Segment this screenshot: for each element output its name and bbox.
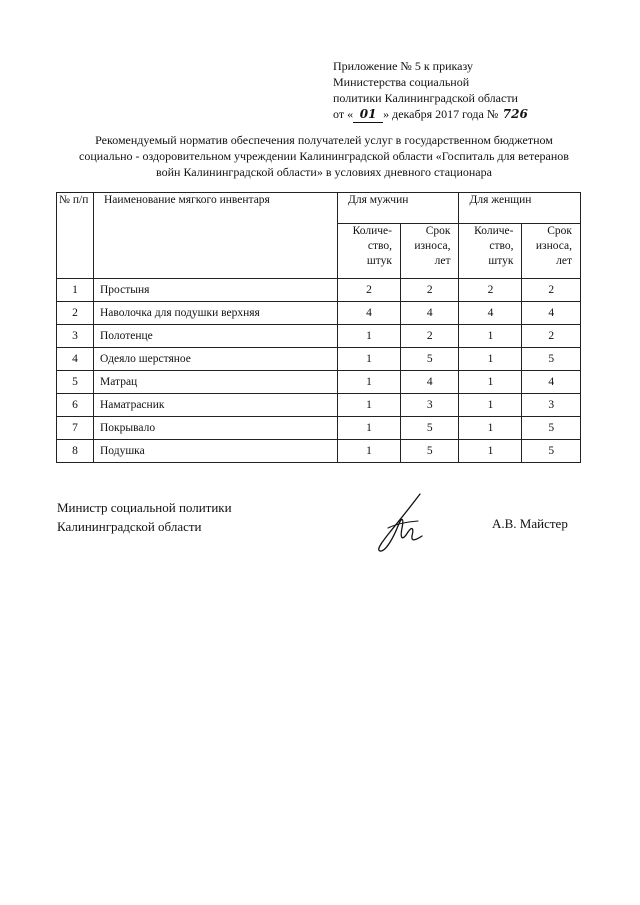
row-number: 6 (57, 394, 94, 417)
men-quantity: 1 (338, 348, 401, 371)
men-term: 5 (400, 440, 459, 463)
women-term: 4 (522, 371, 581, 394)
men-term: 4 (400, 371, 459, 394)
table-row (57, 440, 581, 463)
date-day-handwritten: 01 (353, 106, 383, 123)
annex-line-2: Министерства социальной (333, 75, 470, 89)
item-name: Наматрасник (94, 394, 338, 417)
row-number: 8 (57, 440, 94, 463)
men-term: 2 (400, 325, 459, 348)
date-mid: » декабря 2017 года № (383, 107, 499, 121)
women-term: 5 (522, 440, 581, 463)
date-prefix: от « (333, 107, 354, 121)
header-num: № п/п (57, 193, 94, 279)
item-name: Простыня (94, 279, 338, 302)
women-term: 4 (522, 302, 581, 325)
men-quantity: 4 (338, 302, 401, 325)
signatory-position (57, 498, 232, 536)
table-row (57, 394, 581, 417)
men-quantity: 1 (338, 417, 401, 440)
women-term: 2 (522, 325, 581, 348)
women-quantity: 1 (459, 348, 522, 371)
header-women: Для женщин (459, 193, 581, 224)
row-number: 2 (57, 302, 94, 325)
women-term: 3 (522, 394, 581, 417)
men-term: 5 (400, 348, 459, 371)
men-quantity: 1 (338, 394, 401, 417)
header-men: Для мужчин (338, 193, 459, 224)
document-heading (56, 132, 592, 180)
header-women-qty: Количе-ство, штук (459, 224, 522, 279)
table-row (57, 279, 581, 302)
row-number: 5 (57, 371, 94, 394)
men-term: 2 (400, 279, 459, 302)
men-term: 3 (400, 394, 459, 417)
item-name: Подушка (94, 440, 338, 463)
men-quantity: 1 (338, 440, 401, 463)
table-row (57, 302, 581, 325)
women-quantity: 1 (459, 394, 522, 417)
women-quantity: 2 (459, 279, 522, 302)
item-name: Матрац (94, 371, 338, 394)
women-quantity: 1 (459, 417, 522, 440)
item-name: Полотенце (94, 325, 338, 348)
men-quantity: 2 (338, 279, 401, 302)
position-line-2: Калининградской области (57, 519, 202, 534)
annex-line-1: Приложение № 5 к приказу (333, 59, 473, 73)
women-term: 2 (522, 279, 581, 302)
men-term: 5 (400, 417, 459, 440)
handwritten-signature (368, 488, 438, 558)
item-name: Покрывало (94, 417, 338, 440)
table-row (57, 325, 581, 348)
header-men-qty: Количе-ство, штук (338, 224, 401, 279)
row-number: 3 (57, 325, 94, 348)
men-term: 4 (400, 302, 459, 325)
item-name: Наволочка для подушки верхняя (94, 302, 338, 325)
men-quantity: 1 (338, 371, 401, 394)
women-quantity: 1 (459, 325, 522, 348)
position-line-1: Министр социальной политики (57, 500, 232, 515)
heading-line-2: социально - оздоровительном учреждении Калининградской области «Госпиталь для ветеранов (79, 149, 569, 163)
table-row (57, 348, 581, 371)
signer-name: А.В. Майстер (492, 516, 568, 531)
annex-date-line (333, 106, 529, 123)
annex-line-3: политики Калининградской области (333, 91, 518, 105)
table-row (57, 371, 581, 394)
norms-table (56, 192, 581, 463)
row-number: 7 (57, 417, 94, 440)
women-quantity: 4 (459, 302, 522, 325)
table-header-row (57, 193, 581, 224)
order-number-handwritten: 726 (502, 107, 528, 121)
header-men-term: Срок износа, лет (400, 224, 459, 279)
row-number: 1 (57, 279, 94, 302)
table-row (57, 417, 581, 440)
row-number: 4 (57, 348, 94, 371)
heading-line-1: Рекомендуемый норматив обеспечения получателей услуг в государственном бюджетном (95, 133, 553, 147)
annex-block (333, 58, 529, 123)
men-quantity: 1 (338, 325, 401, 348)
header-name: Наименование мягкого инвентаря (94, 193, 338, 279)
women-term: 5 (522, 348, 581, 371)
header-women-term: Срок износа, лет (522, 224, 581, 279)
item-name: Одеяло шерстяное (94, 348, 338, 371)
women-quantity: 1 (459, 440, 522, 463)
women-term: 5 (522, 417, 581, 440)
women-quantity: 1 (459, 371, 522, 394)
heading-line-3: войн Калининградской области» в условиях дневного стационара (156, 165, 492, 179)
